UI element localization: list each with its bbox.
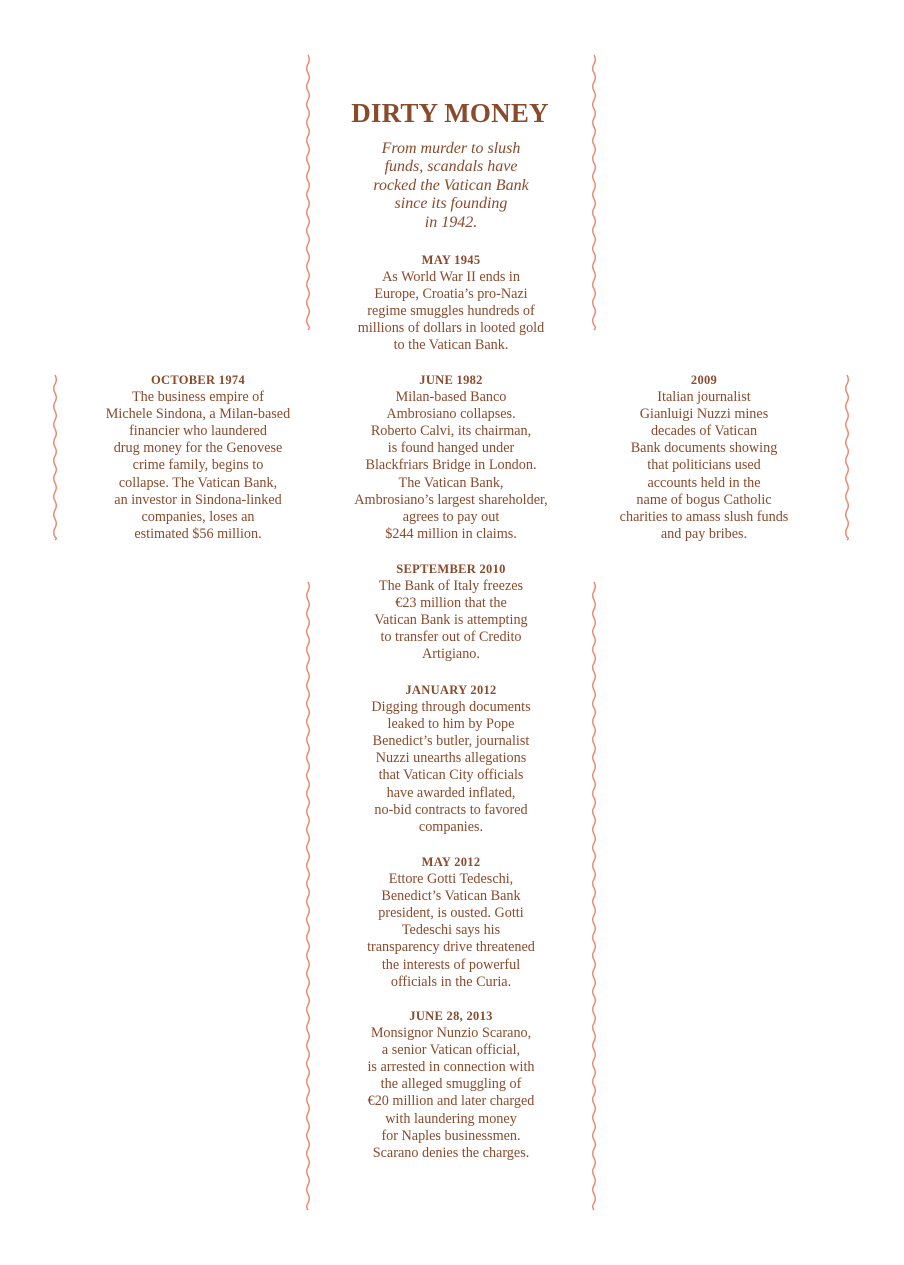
timeline-entry-january-2012 [320,682,582,836]
entry-date: SEPTEMBER 2010 [396,562,506,576]
entry-text: Monsignor Nunzio Scarano, a senior Vatican official, is arrested in connection with the alleged smuggling of €20 million and later charged with laundering money for Naples businessmen. Scarano denies the charges. [367,1025,535,1161]
cross-arm-right-wavy-line [846,375,849,540]
entry-date: 2009 [690,373,718,387]
entry-text: Milan-based Banco Ambrosiano collapses. Roberto Calvi, its chairman, is found hanged under Blackfriars Bridge in London. The Vatican Bank, Ambrosiano’s largest shareholder, agrees to pay out $244 million in claims. [354,389,548,542]
entry-text: As World War II ends in Europe, Croatia’s pro-Nazi regime smuggles hundreds of millions of dollars in looted gold to the Vatican Bank. [357,269,545,354]
cross-top-left-wavy-line [307,55,310,330]
timeline-entry-june-1982 [320,372,582,543]
entry-date: MAY 1945 [421,253,481,267]
entry-text: Ettore Gotti Tedeschi, Benedict’s Vatican Bank president, is ousted. Gotti Tedeschi says his transparency drive threatened the interests of powerful officials in the Curia. [367,871,535,990]
entry-text: The business empire of Michele Sindona, a Milan-based financier who laundered drug money for the Genovese crime family, begins to collapse. The Vatican Bank, an investor in Sindona-linked companies, loses an estimated $56 million. [105,389,291,542]
page-subtitle: From murder to slush funds, scandals have rocked the Vatican Bank since its founding in 1942. [373,140,529,231]
entry-text: Italian journalist Gianluigi Nuzzi mines decades of Vatican Bank documents showing that politicians used accounts held in the name of bogus Catholic charities to amass slush funds and pay bribes. [619,389,789,542]
entry-text: The Bank of Italy freezes €23 million that the Vatican Bank is attempting to transfer out of Credito Artigiano. [374,578,528,663]
cross-bottom-right-wavy-line [593,582,596,1210]
timeline-entry-september-2010 [320,561,582,664]
timeline-entry-october-1974 [70,372,326,543]
entry-date: MAY 2012 [421,855,481,869]
entry-date: OCTOBER 1974 [150,373,245,387]
entry-date: JUNE 1982 [419,373,483,387]
entry-text: Digging through documents leaked to him by Pope Benedict’s butler, journalist Nuzzi unearths allegations that Vatican City officials have awarded inflated, no-bid contracts to favored companies. [371,699,531,835]
cross-bottom-left-wavy-line [307,582,310,1210]
timeline-entry-may-1945 [320,252,582,355]
entry-date: JANUARY 2012 [405,683,497,697]
cross-top-right-wavy-line [593,55,596,330]
cross-arm-left-wavy-line [54,375,57,540]
timeline-entry-june-28-2013 [320,1008,582,1162]
entry-date: JUNE 28, 2013 [409,1009,493,1023]
timeline-entry-may-2012 [320,854,582,991]
page-title: DIRTY MONEY [351,98,549,128]
timeline-entry-2009 [576,372,832,543]
